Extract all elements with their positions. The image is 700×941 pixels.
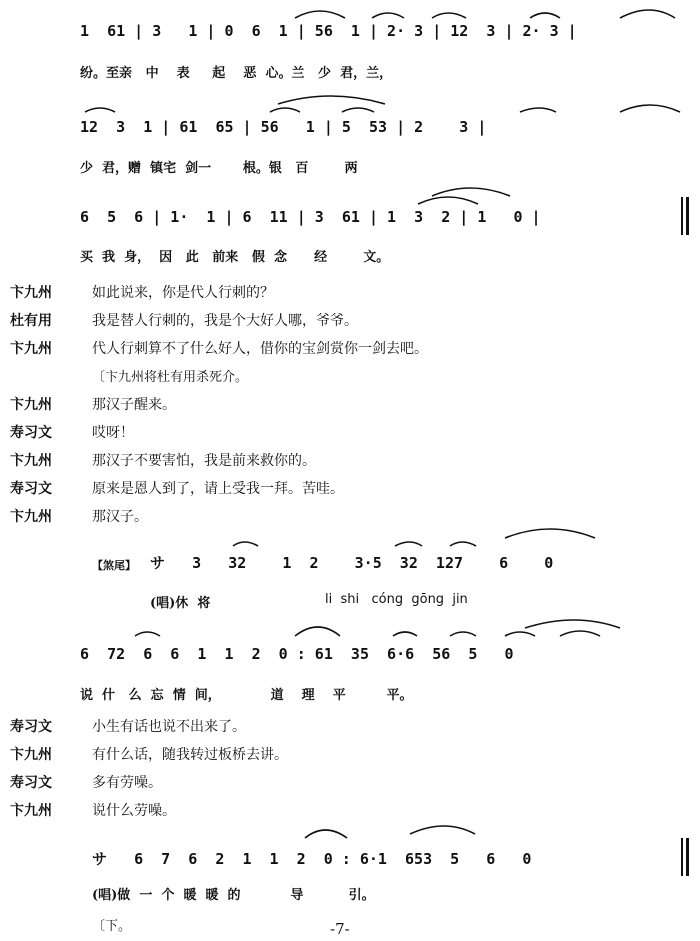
speaker-name: 卞九州 (10, 341, 52, 357)
aria-label-shawei: 【煞尾】 (92, 559, 136, 572)
dialogue-text: 代人行刺算不了什么好人，借你的宝剑赏你一剑去吧。 (92, 341, 428, 357)
dialogue-text: 原来是恩人到了，请上受我一拜。苦哇。 (92, 481, 344, 497)
score-row-3: 6 5 6 | 1· 1 | 6 11 | 3 61 | 1 3 2 | 1 0 | (80, 208, 541, 226)
speaker-name: 寿习文 (10, 719, 52, 735)
dialogue-text: 多有劳噪。 (92, 775, 162, 791)
score-row-5: 6 72 6 6 1 1 2 0 : 61 35 6·6 56 5 0 (80, 645, 514, 663)
pinyin-row-4: li shi cóng gōng jin (325, 592, 468, 607)
lyric-row-4: (唱)休 将 (150, 596, 211, 611)
speaker-name: 卞九州 (10, 803, 52, 819)
speaker-name: 寿习文 (10, 425, 52, 441)
dialogue-text: 我是替人行刺的，我是个大好人哪，爷爷。 (92, 313, 358, 329)
speaker-name: 卞九州 (10, 509, 52, 525)
lyric-row-2: 少 君，赠 镇宅 剑一 根。银 百 两 (80, 161, 358, 176)
dialogue-text: 那汉子不要害怕，我是前来救你的。 (92, 453, 316, 469)
lyric-row-6: (唱)做 一 个 暖 暖 的 导 引。 (92, 888, 375, 903)
dialogue-text: 如此说来，你是代人行刺的？ (92, 285, 274, 301)
speaker-name: 杜有用 (10, 313, 52, 329)
dialogue-text: 哎呀！ (92, 425, 134, 441)
stage-direction-exit: 〔下。 (92, 919, 132, 934)
score-row-4: サ 3 32 1 2 3·5 32 127 6 0 (150, 554, 554, 572)
speaker-name: 卞九州 (10, 453, 52, 469)
speaker-name: 寿习文 (10, 481, 52, 497)
lyric-row-1: 纷。至亲 中 表 起 恶 心。兰 少 君，兰， (80, 66, 393, 81)
lyric-row-5: 说 什 么 忘 情 间， 道 理 平 平。 (80, 688, 413, 703)
stage-direction: 〔卞九州将杜有用杀死介。 (92, 370, 249, 385)
speaker-name: 卞九州 (10, 747, 52, 763)
dialogue-text: 小生有话也说不出来了。 (92, 719, 246, 735)
page-number: -7- (330, 920, 350, 938)
dialogue-text: 说什么劳噪。 (92, 803, 176, 819)
score-row-6: サ 6 7 6 2 1 1 2 0 : 6·1 653 5 6 0 (92, 850, 532, 868)
score-row-2: 12 3 1 | 61 65 | 56 1 | 5 53 | 2 3 | (80, 118, 487, 136)
score-row-1: 1 61 | 3 1 | 0 6 1 | 56 1 | 2· 3 | 12 3 | 2· 3 | (80, 22, 577, 40)
speaker-name: 寿习文 (10, 775, 52, 791)
speaker-name: 卞九州 (10, 285, 52, 301)
dialogue-text: 那汉子醒来。 (92, 397, 176, 413)
dialogue-text: 有什么话，随我转过板桥去讲。 (92, 747, 288, 763)
lyric-row-3: 买 我 身， 因 此 前来 假 念 经 文。 (80, 250, 390, 265)
speaker-name: 卞九州 (10, 397, 52, 413)
dialogue-text: 那汉子。 (92, 509, 148, 525)
